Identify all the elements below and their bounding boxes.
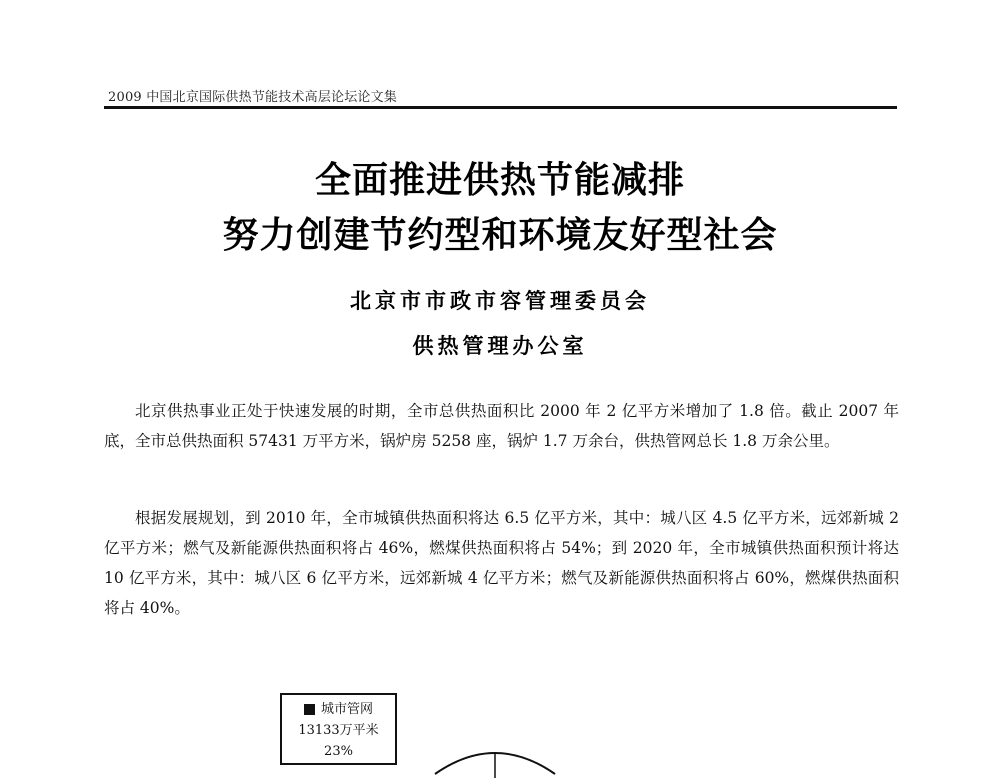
pie-chart [430, 738, 560, 778]
paragraph-1: 北京供热事业正处于快速发展的时期，全市总供热面积比 2000 年 2 亿平方米增加了 1.8 倍。截止 2007 年底，全市总供热面积 57431 万平方米，锅炉房 5258 座，锅炉 1.7 万余台，供热管网总长 1.8 万余公里。 [104, 402, 899, 450]
header-divider [104, 106, 897, 109]
legend-percent: 23% [324, 744, 353, 759]
paragraph-2: 根据发展规划，到 2010 年，全市城镇供热面积将达 6.5 亿平方米，其中：城八区 4.5 亿平方米，远郊新城 2 亿平方米；燃气及新能源供热面积将占 46%，燃煤供热面积将占 54%；到 2020 年，全市城镇供热面积预计将达 10 亿平方米，其中：城八区 6 亿平方米，远郊新城 4 亿平方米；燃气及新能源供热面积将占 60%，燃煤供热面积将占 40%。 [104, 509, 899, 617]
paragraph-2-container [104, 503, 899, 623]
pie-legend-box [280, 693, 397, 765]
legend-value: 13133万平米 [298, 723, 379, 738]
running-header: 2009 中国北京国际供热节能技术高层论坛论文集 [108, 90, 398, 105]
author-office: 供热管理办公室 [412, 333, 588, 358]
author-organization: 北京市市政市容管理委员会 [350, 288, 650, 313]
legend-label: 城市管网 [320, 702, 373, 717]
article-title-line-2: 努力创建节约型和环境友好型社会 [222, 215, 778, 256]
legend-swatch [304, 704, 315, 715]
paragraph-1-container [104, 396, 899, 456]
article-title-line-1: 全面推进供热节能减排 [314, 160, 685, 201]
